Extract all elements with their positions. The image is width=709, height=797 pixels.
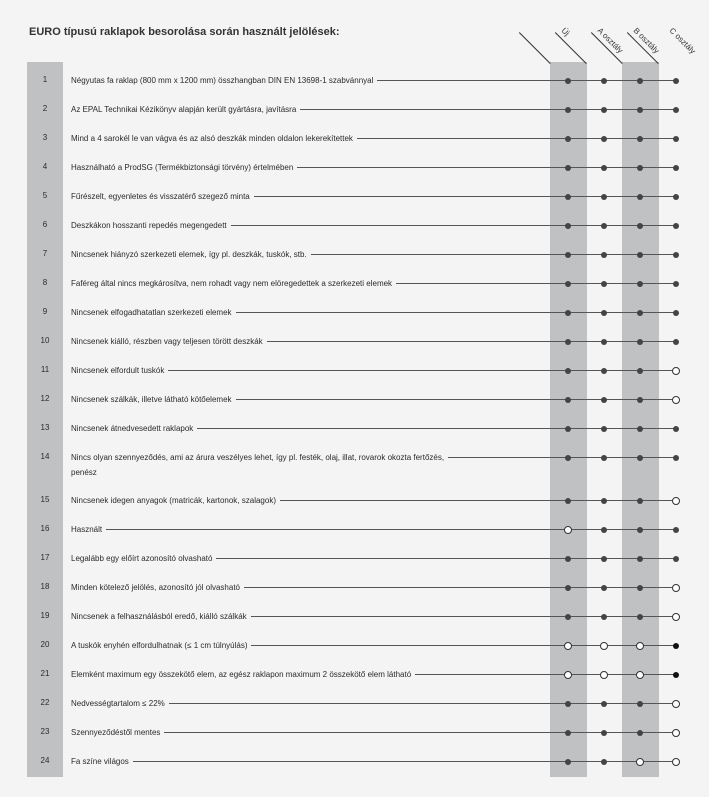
open-circle-icon [600, 671, 608, 679]
column-header-c: C osztály [667, 26, 698, 56]
row-number: 7 [42, 249, 48, 258]
row-text: Fűrészelt, egyenletes és visszatérő szegező minta [71, 191, 254, 203]
filled-dot-icon [637, 78, 643, 84]
open-circle-icon [564, 642, 572, 650]
filled-dot-icon [637, 730, 643, 736]
table-row [0, 249, 709, 269]
open-circle-icon [564, 671, 572, 679]
row-number: 10 [40, 336, 50, 345]
open-circle-icon [672, 396, 680, 404]
filled-dot-icon [565, 78, 571, 84]
filled-dot-icon [601, 281, 607, 287]
filled-dot-icon [565, 730, 571, 736]
leader-line [75, 529, 676, 530]
table-row [0, 307, 709, 327]
filled-dot-icon [673, 223, 679, 229]
column-header-a: A osztály [595, 26, 625, 56]
filled-dot-icon [637, 614, 643, 620]
table-row [0, 191, 709, 211]
row-number: 4 [42, 162, 48, 171]
filled-dot-icon [637, 281, 643, 287]
filled-dot-icon [601, 730, 607, 736]
table-row [0, 278, 709, 298]
open-circle-icon [672, 584, 680, 592]
table-row [0, 669, 709, 689]
filled-dot-icon [637, 223, 643, 229]
table-row [0, 495, 709, 515]
filled-dot-icon [637, 527, 643, 533]
filled-dot-icon [637, 310, 643, 316]
table-row [0, 698, 709, 718]
page-title: EURO típusú raklapok besorolása során használt jelölések: [29, 26, 340, 38]
filled-dot-icon [565, 498, 571, 504]
filled-dot-icon [601, 368, 607, 374]
filled-dot-icon [637, 107, 643, 113]
filled-dot-icon [601, 527, 607, 533]
row-text: Minden kötelező jelölés, azonosító jól olvasható [71, 582, 244, 594]
table-row [0, 423, 709, 443]
table-row [0, 553, 709, 573]
row-text-continued: penész [71, 467, 101, 479]
row-text: Mind a 4 sarokél le van vágva és az alsó deszkák minden oldalon lekerekítettek [71, 133, 357, 145]
row-number: 21 [40, 669, 50, 678]
filled-dot-icon [565, 759, 571, 765]
row-number: 17 [40, 553, 50, 562]
row-number: 3 [42, 133, 48, 142]
open-circle-icon [672, 758, 680, 766]
row-number: 2 [42, 104, 48, 113]
filled-dot-icon [565, 310, 571, 316]
filled-dot-icon [565, 339, 571, 345]
table-row [0, 524, 709, 544]
row-number: 8 [42, 278, 48, 287]
filled-dot-icon [637, 556, 643, 562]
table-row [0, 727, 709, 747]
row-number: 5 [42, 191, 48, 200]
filled-dot-icon [673, 339, 679, 345]
filled-dot-icon [673, 310, 679, 316]
filled-dot-icon [673, 252, 679, 258]
row-text: Legalább egy előírt azonosító olvasható [71, 553, 216, 565]
filled-dot-icon [673, 136, 679, 142]
open-circle-icon [672, 367, 680, 375]
open-circle-icon [636, 758, 644, 766]
row-number: 19 [40, 611, 50, 620]
row-number: 20 [40, 640, 50, 649]
filled-dot-icon [637, 339, 643, 345]
filled-dot-icon [637, 701, 643, 707]
row-text: Nincsenek átnedvesedett raklapok [71, 423, 197, 435]
open-circle-icon [636, 671, 644, 679]
row-text: A tuskók enyhén elfordulhatnak (≤ 1 cm túlnyúlás) [71, 640, 251, 652]
filled-dot-icon [565, 397, 571, 403]
filled-dot-icon [637, 397, 643, 403]
filled-dot-icon [565, 252, 571, 258]
open-circle-icon [672, 700, 680, 708]
column-header-divider [555, 32, 587, 64]
row-number: 22 [40, 698, 50, 707]
filled-dot-icon [601, 759, 607, 765]
filled-dot-icon [601, 107, 607, 113]
row-number: 24 [40, 756, 50, 765]
row-text: Faféreg által nincs megkárosítva, nem rohadt vagy nem elöregedettek a szerkezeti elemek [71, 278, 396, 290]
row-number: 1 [42, 75, 48, 84]
filled-dot-icon [601, 614, 607, 620]
filled-dot-icon [565, 556, 571, 562]
row-number: 11 [40, 365, 50, 374]
open-circle-icon [672, 613, 680, 621]
open-circle-icon [672, 497, 680, 505]
row-text: Nincsenek idegen anyagok (matricák, kartonok, szalagok) [71, 495, 280, 507]
open-circle-icon [672, 729, 680, 737]
row-text: Nincsenek kiálló, részben vagy teljesen törött deszkák [71, 336, 267, 348]
filled-dot-icon [601, 701, 607, 707]
filled-dot-icon [565, 368, 571, 374]
column-header-new: Új [559, 26, 572, 38]
filled-dot-icon [601, 339, 607, 345]
filled-dot-icon [601, 165, 607, 171]
filled-dot-icon [565, 136, 571, 142]
filled-dot-icon [673, 194, 679, 200]
filled-dot-icon [673, 281, 679, 287]
filled-dot-icon [601, 223, 607, 229]
row-number: 13 [40, 423, 50, 432]
filled-dot-icon [601, 136, 607, 142]
filled-dot-icon [601, 498, 607, 504]
row-number: 15 [40, 495, 50, 504]
row-number: 12 [40, 394, 50, 403]
row-text: Nedvességtartalom ≤ 22% [71, 698, 169, 710]
table-row [0, 611, 709, 631]
row-number: 23 [40, 727, 50, 736]
column-header-b: B osztály [631, 26, 661, 56]
table-row [0, 394, 709, 414]
filled-dot-icon [637, 194, 643, 200]
filled-dot-icon [601, 556, 607, 562]
filled-dot-icon [637, 368, 643, 374]
table-row [0, 336, 709, 356]
filled-dot-icon [601, 426, 607, 432]
table-row [0, 220, 709, 240]
filled-dot-icon [601, 252, 607, 258]
filled-dot-icon [673, 455, 679, 461]
filled-dot-icon [673, 165, 679, 171]
leader-line [75, 761, 676, 762]
filled-dot-icon [565, 614, 571, 620]
table-row [0, 756, 709, 776]
filled-dot-icon [565, 165, 571, 171]
filled-dot-icon [565, 426, 571, 432]
filled-dot-icon [601, 310, 607, 316]
row-text: Szennyeződéstől mentes [71, 727, 164, 739]
table-row [0, 452, 709, 477]
row-text: Elemként maximum egy összekötő elem, az egész raklapon maximum 2 összekötő elem látható [71, 669, 415, 681]
column-header-divider [519, 32, 551, 64]
filled-dot-icon [637, 455, 643, 461]
filled-dot-icon [565, 223, 571, 229]
row-number: 14 [40, 452, 50, 461]
filled-dot-icon [601, 585, 607, 591]
row-text: Nincsenek hiányzó szerkezeti elemek, így pl. deszkák, tuskók, stb. [71, 249, 311, 261]
row-text: Deszkákon hosszanti repedés megengedett [71, 220, 231, 232]
filled-dot-icon [565, 107, 571, 113]
filled-dot-icon [565, 281, 571, 287]
filled-dot-icon [637, 252, 643, 258]
open-circle-icon [564, 526, 572, 534]
row-number: 18 [40, 582, 50, 591]
filled-dot-icon [673, 672, 679, 678]
filled-dot-icon [565, 194, 571, 200]
table-row [0, 75, 709, 95]
row-text: Négyutas fa raklap (800 mm x 1200 mm) összhangban DIN EN 13698-1 szabvánnyal [71, 75, 377, 87]
row-text: Használható a ProdSG (Termékbiztonsági törvény) értelmében [71, 162, 297, 174]
filled-dot-icon [637, 136, 643, 142]
table-row [0, 104, 709, 124]
filled-dot-icon [565, 455, 571, 461]
filled-dot-icon [565, 701, 571, 707]
filled-dot-icon [637, 165, 643, 171]
row-text: Nincs olyan szennyeződés, ami az árura veszélyes lehet, így pl. festék, olaj, illat, rovarok okozta fertőzés, [71, 452, 448, 464]
filled-dot-icon [637, 426, 643, 432]
filled-dot-icon [601, 194, 607, 200]
table-row [0, 582, 709, 602]
table-row [0, 133, 709, 153]
row-number: 16 [40, 524, 50, 533]
row-text: Használt [71, 524, 106, 536]
filled-dot-icon [673, 426, 679, 432]
row-text: Az EPAL Technikai Kézikönyv alapján került gyártásra, javításra [71, 104, 300, 116]
open-circle-icon [600, 642, 608, 650]
row-text: Nincsenek elfordult tuskók [71, 365, 168, 377]
filled-dot-icon [601, 78, 607, 84]
row-text: Nincsenek szálkák, illetve látható kötőelemek [71, 394, 236, 406]
filled-dot-icon [673, 527, 679, 533]
row-number: 9 [42, 307, 48, 316]
row-number: 6 [42, 220, 48, 229]
leader-line [75, 732, 676, 733]
table-row [0, 365, 709, 385]
row-text: Fa színe világos [71, 756, 133, 768]
filled-dot-icon [673, 107, 679, 113]
filled-dot-icon [601, 455, 607, 461]
row-text: Nincsenek elfogadhatatlan szerkezeti elemek [71, 307, 236, 319]
table-row [0, 640, 709, 660]
table-row [0, 162, 709, 182]
row-text: Nincsenek a felhasználásból eredő, kiálló szálkák [71, 611, 251, 623]
filled-dot-icon [673, 643, 679, 649]
filled-dot-icon [673, 78, 679, 84]
filled-dot-icon [601, 397, 607, 403]
filled-dot-icon [673, 556, 679, 562]
filled-dot-icon [637, 498, 643, 504]
filled-dot-icon [565, 585, 571, 591]
filled-dot-icon [637, 585, 643, 591]
open-circle-icon [636, 642, 644, 650]
